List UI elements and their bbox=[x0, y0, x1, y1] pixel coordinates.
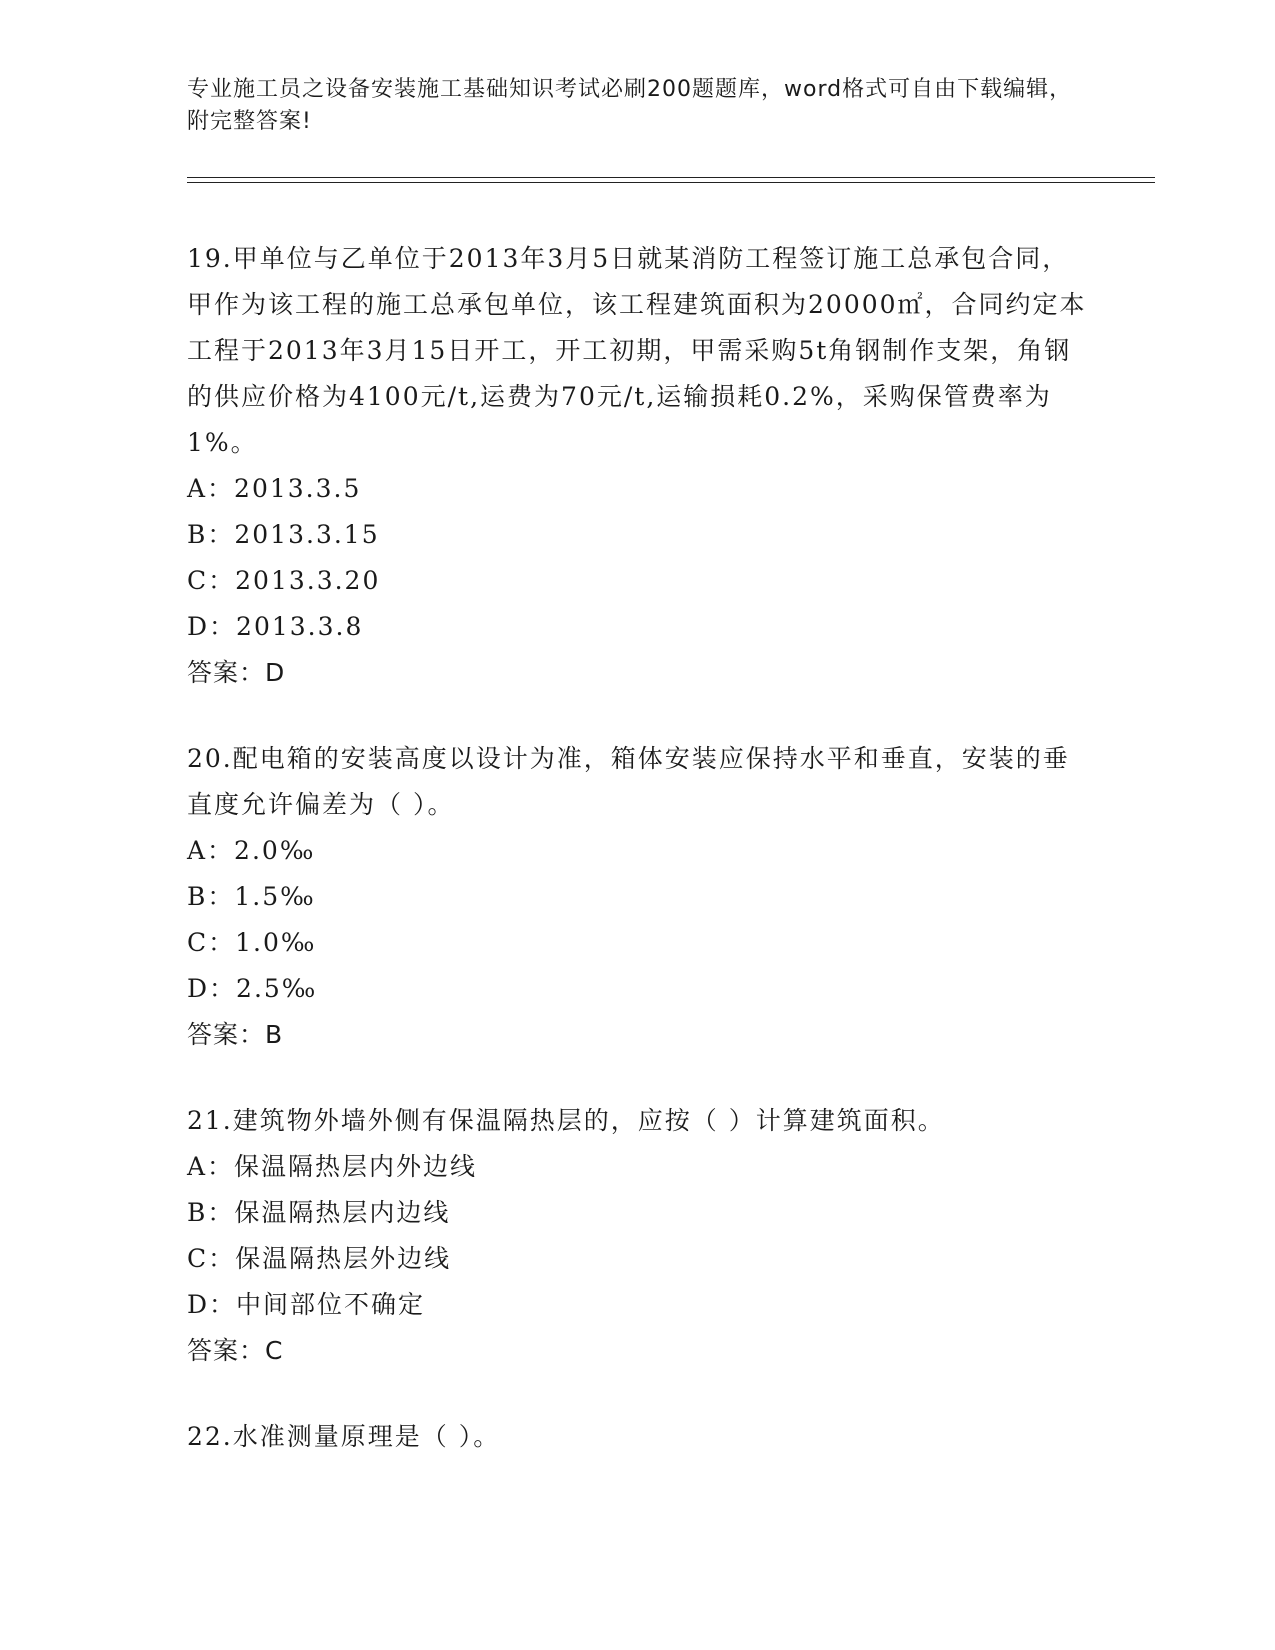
option-c: C：2013.3.20 bbox=[187, 566, 381, 595]
answer: 答案：B bbox=[187, 1020, 284, 1049]
question-stem: 19.甲单位与乙单位于2013年3月5日就某消防工程签订施工总承包合同，甲作为该工程的施工总承包单位，该工程建筑面积为20000㎡，合同约定本工程于2013年3月15日开工，开工初期，甲需采购5t角钢制作支架，角钢的供应价格为4100元/t,运费为70元/t,运输损耗0.2%，采购保管费率为1%。 bbox=[187, 244, 1087, 457]
header-divider-bottom bbox=[187, 182, 1155, 183]
answer: 答案：C bbox=[187, 1336, 284, 1365]
header-divider-top bbox=[187, 177, 1155, 178]
question-21 bbox=[187, 1098, 1087, 1374]
question-stem: 20.配电箱的安装高度以设计为准，箱体安装应保持水平和垂直，安装的垂直度允许偏差为（ ）。 bbox=[187, 744, 1070, 819]
answer: 答案：D bbox=[187, 658, 286, 687]
option-a: A：2013.3.5 bbox=[187, 474, 362, 503]
option-d: D：2013.3.8 bbox=[187, 612, 364, 641]
question-stem: 22.水准测量原理是（ ）。 bbox=[187, 1422, 501, 1451]
option-b: B：2013.3.15 bbox=[187, 520, 380, 549]
question-list bbox=[187, 236, 1087, 1500]
question-stem: 21.建筑物外墙外侧有保温隔热层的，应按（ ）计算建筑面积。 bbox=[187, 1106, 945, 1135]
option-b: B：保温隔热层内边线 bbox=[187, 1198, 451, 1227]
option-a: A：保温隔热层内外边线 bbox=[187, 1152, 478, 1181]
question-22 bbox=[187, 1414, 1087, 1460]
option-b: B：1.5‰ bbox=[187, 882, 316, 911]
question-19 bbox=[187, 236, 1087, 696]
option-c: C：保温隔热层外边线 bbox=[187, 1244, 452, 1273]
option-d: D：中间部位不确定 bbox=[187, 1290, 426, 1319]
option-d: D：2.5‰ bbox=[187, 974, 318, 1003]
document-title: 专业施工员之设备安装施工基础知识考试必刷200题题库，word格式可自由下载编辑，附完整答案! bbox=[187, 77, 1073, 134]
question-20 bbox=[187, 736, 1087, 1058]
option-a: A：2.0‰ bbox=[187, 836, 316, 865]
document-header bbox=[187, 74, 1087, 138]
option-c: C：1.0‰ bbox=[187, 928, 317, 957]
